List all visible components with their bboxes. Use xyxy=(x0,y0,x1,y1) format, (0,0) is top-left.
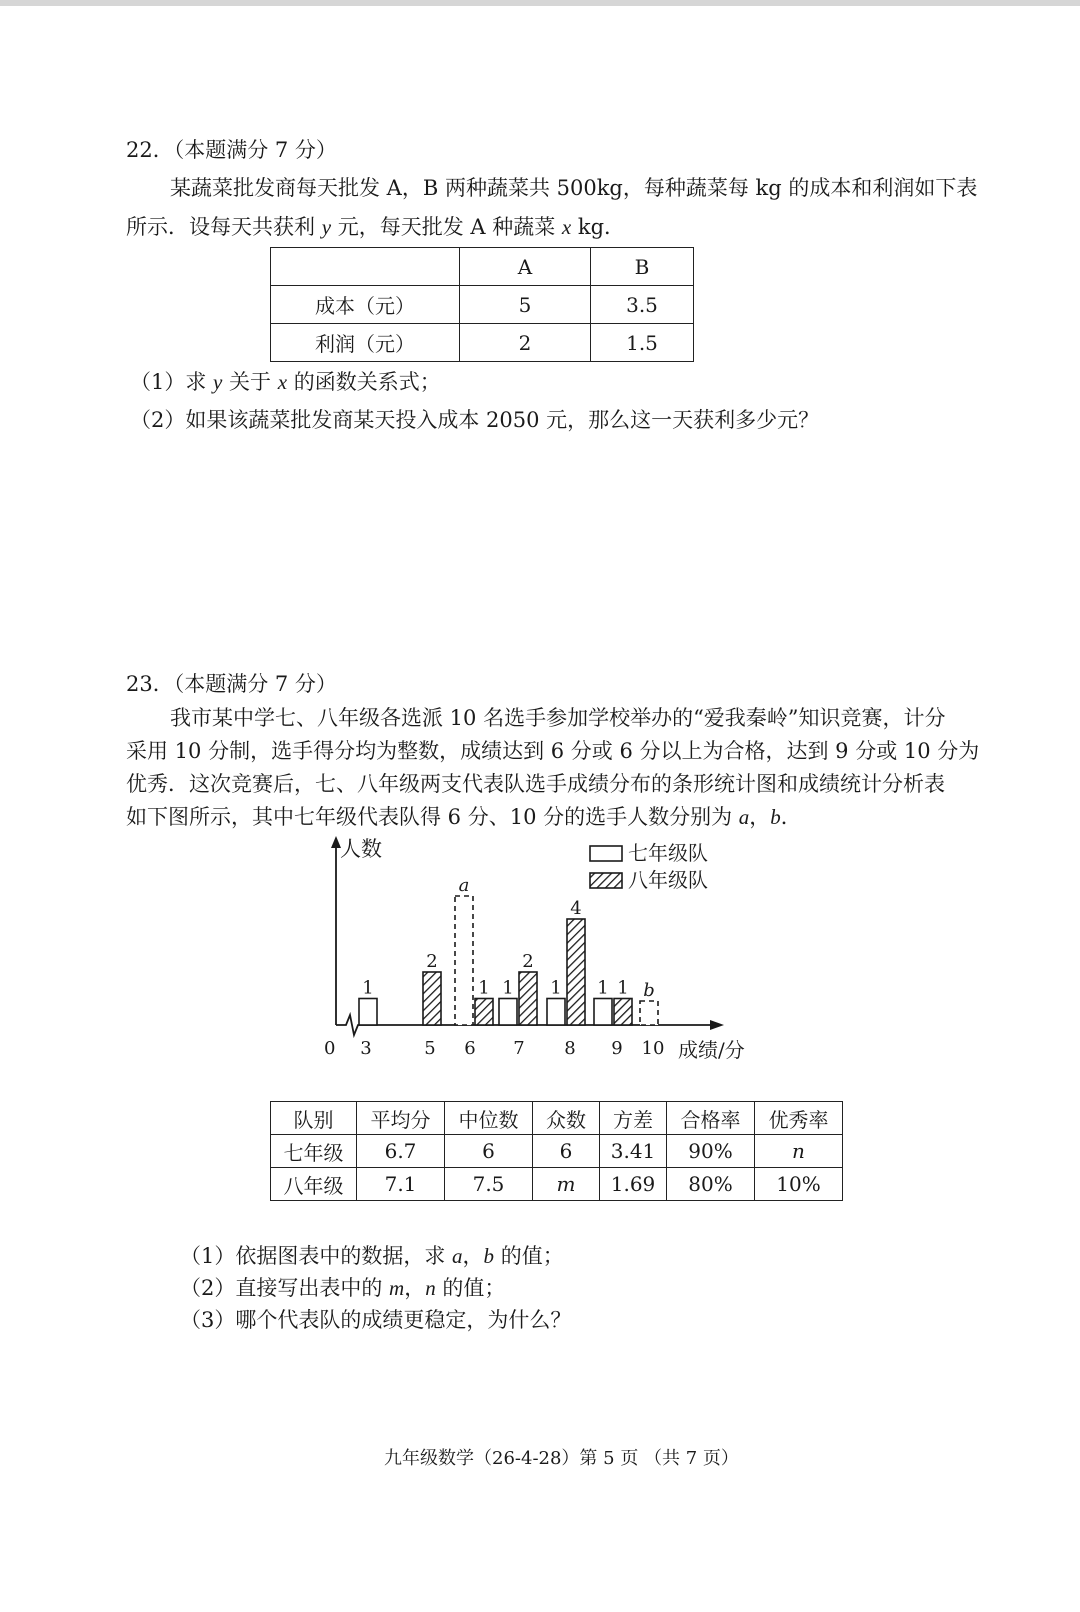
q23-heading: 23．（本题满分 7 分） xyxy=(126,672,337,696)
q23-score-analysis-table xyxy=(270,1101,843,1201)
table-cell: B xyxy=(591,248,694,286)
bar-grade8 xyxy=(614,999,632,1026)
table-cell: 3.5 xyxy=(591,286,694,324)
x-tick-label: 5 xyxy=(424,1038,436,1059)
table-cell: A xyxy=(460,248,591,286)
x-tick-label: 6 xyxy=(464,1038,476,1059)
table-cell: 1.69 xyxy=(600,1168,667,1201)
table-cell: m xyxy=(533,1168,600,1201)
q23-paragraph-line1: 我市某中学七、八年级各选派 10 名选手参加学校举办的“爱我秦岭”知识竞赛，计分 xyxy=(170,706,946,730)
bar-grade8 xyxy=(519,972,537,1025)
bar-data-label: 4 xyxy=(570,898,582,919)
bar-grade7-unknown xyxy=(640,1001,658,1025)
table-row xyxy=(271,1135,843,1168)
table-cell: 中位数 xyxy=(445,1102,533,1135)
bar-data-label: 1 xyxy=(478,977,490,999)
q22-heading: 22．（本题满分 7 分） xyxy=(126,138,337,162)
table-cell: 众数 xyxy=(533,1102,600,1135)
bar-data-label: 1 xyxy=(502,977,514,999)
bar-grade7 xyxy=(594,999,612,1026)
bar-grade8 xyxy=(475,999,493,1026)
table-header-row xyxy=(271,248,694,286)
bar-grade7 xyxy=(499,999,517,1026)
q22-cost-profit-table xyxy=(270,247,694,362)
table-cell: 90% xyxy=(667,1135,755,1168)
x-axis-label: 成绩/分 xyxy=(678,1038,745,1062)
table-row xyxy=(271,1168,843,1201)
bar-grade8 xyxy=(423,972,441,1025)
table-cell: 6.7 xyxy=(357,1135,445,1168)
legend-open-swatch xyxy=(590,846,622,861)
x-tick-label: 3 xyxy=(360,1038,372,1059)
table-cell: 七年级 xyxy=(271,1135,357,1168)
table-cell xyxy=(271,248,460,286)
x-tick-label: 10 xyxy=(641,1038,665,1059)
table-cell: 6 xyxy=(445,1135,533,1168)
q22-paragraph-line2: 所示．设每天共获利 y 元，每天批发 A 种蔬菜 x kg． xyxy=(126,215,626,239)
legend-hatched-swatch xyxy=(590,873,622,888)
x-tick-label: 8 xyxy=(564,1038,576,1059)
table-cell: n xyxy=(755,1135,843,1168)
q22-subquestion-1: （1）求 y 关于 x 的函数关系式； xyxy=(130,370,441,394)
table-cell: 7.1 xyxy=(357,1168,445,1201)
bar-data-label: a xyxy=(458,875,470,896)
legend-label-grade7: 七年级队 xyxy=(628,841,708,865)
q23-subquestion-3: （3）哪个代表队的成绩更稳定，为什么？ xyxy=(180,1308,572,1332)
table-cell: 平均分 xyxy=(357,1102,445,1135)
bar-data-label: 1 xyxy=(362,977,374,999)
table-cell: 80% xyxy=(667,1168,755,1201)
table-row xyxy=(271,286,694,324)
bar-grade8 xyxy=(567,919,585,1025)
table-cell: 7.5 xyxy=(445,1168,533,1201)
q23-subquestion-2: （2）直接写出表中的 m，n 的值； xyxy=(180,1276,506,1300)
table-row xyxy=(271,324,694,362)
bar-data-label: b xyxy=(643,980,655,1001)
q23-paragraph-line2: 采用 10 分制，选手得分均为整数，成绩达到 6 分或 6 分以上为合格，达到 9 分或 10 分为 xyxy=(126,739,980,763)
table-cell: 5 xyxy=(460,286,591,324)
table-cell: 成本（元） xyxy=(271,286,460,324)
q22-paragraph-line1: 某蔬菜批发商每天批发 A，B 两种蔬菜共 500kg，每种蔬菜每 kg 的成本和利润如下表 xyxy=(170,176,978,200)
x-tick-label: 9 xyxy=(611,1038,623,1059)
scan-top-edge xyxy=(0,0,1080,6)
table-header-row xyxy=(271,1102,843,1135)
x-axis-arrow-icon xyxy=(710,1020,724,1030)
origin-label: 0 xyxy=(324,1038,336,1059)
bar-data-label: 2 xyxy=(522,951,534,972)
table-cell: 方差 xyxy=(600,1102,667,1135)
q23-paragraph-line4: 如下图所示，其中七年级代表队得 6 分、10 分的选手人数分别为 a，b． xyxy=(126,805,802,829)
q22-subquestion-2: （2）如果该蔬菜批发商某天投入成本 2050 元，那么这一天获利多少元？ xyxy=(130,408,820,432)
table-cell: 10% xyxy=(755,1168,843,1201)
y-axis-label: 人数 xyxy=(340,837,382,861)
x-tick-label: 7 xyxy=(513,1038,525,1059)
score-bar-chart xyxy=(300,836,770,1066)
table-cell: 队别 xyxy=(271,1102,357,1135)
bar-grade7-unknown xyxy=(455,896,473,1025)
table-cell: 合格率 xyxy=(667,1102,755,1135)
page-footer: 九年级数学（26-4-28）第 5 页 （共 7 页） xyxy=(384,1448,739,1469)
bar-data-label: 1 xyxy=(550,977,562,999)
table-cell: 八年级 xyxy=(271,1168,357,1201)
table-cell: 3.41 xyxy=(600,1135,667,1168)
bar-grade7 xyxy=(359,999,377,1026)
legend-label-grade8: 八年级队 xyxy=(628,868,708,892)
bar-grade7 xyxy=(547,999,565,1026)
bar-data-label: 2 xyxy=(426,951,438,972)
table-cell: 1.5 xyxy=(591,324,694,362)
table-cell: 6 xyxy=(533,1135,600,1168)
bar-data-label: 1 xyxy=(597,977,609,999)
table-cell: 利润（元） xyxy=(271,324,460,362)
table-cell: 2 xyxy=(460,324,591,362)
q23-paragraph-line3: 优秀．这次竞赛后，七、八年级两支代表队选手成绩分布的条形统计图和成绩统计分析表 xyxy=(126,772,945,796)
q23-subquestion-1: （1）依据图表中的数据，求 a，b 的值； xyxy=(180,1244,564,1268)
table-cell: 优秀率 xyxy=(755,1102,843,1135)
bar-data-label: 1 xyxy=(617,977,629,999)
